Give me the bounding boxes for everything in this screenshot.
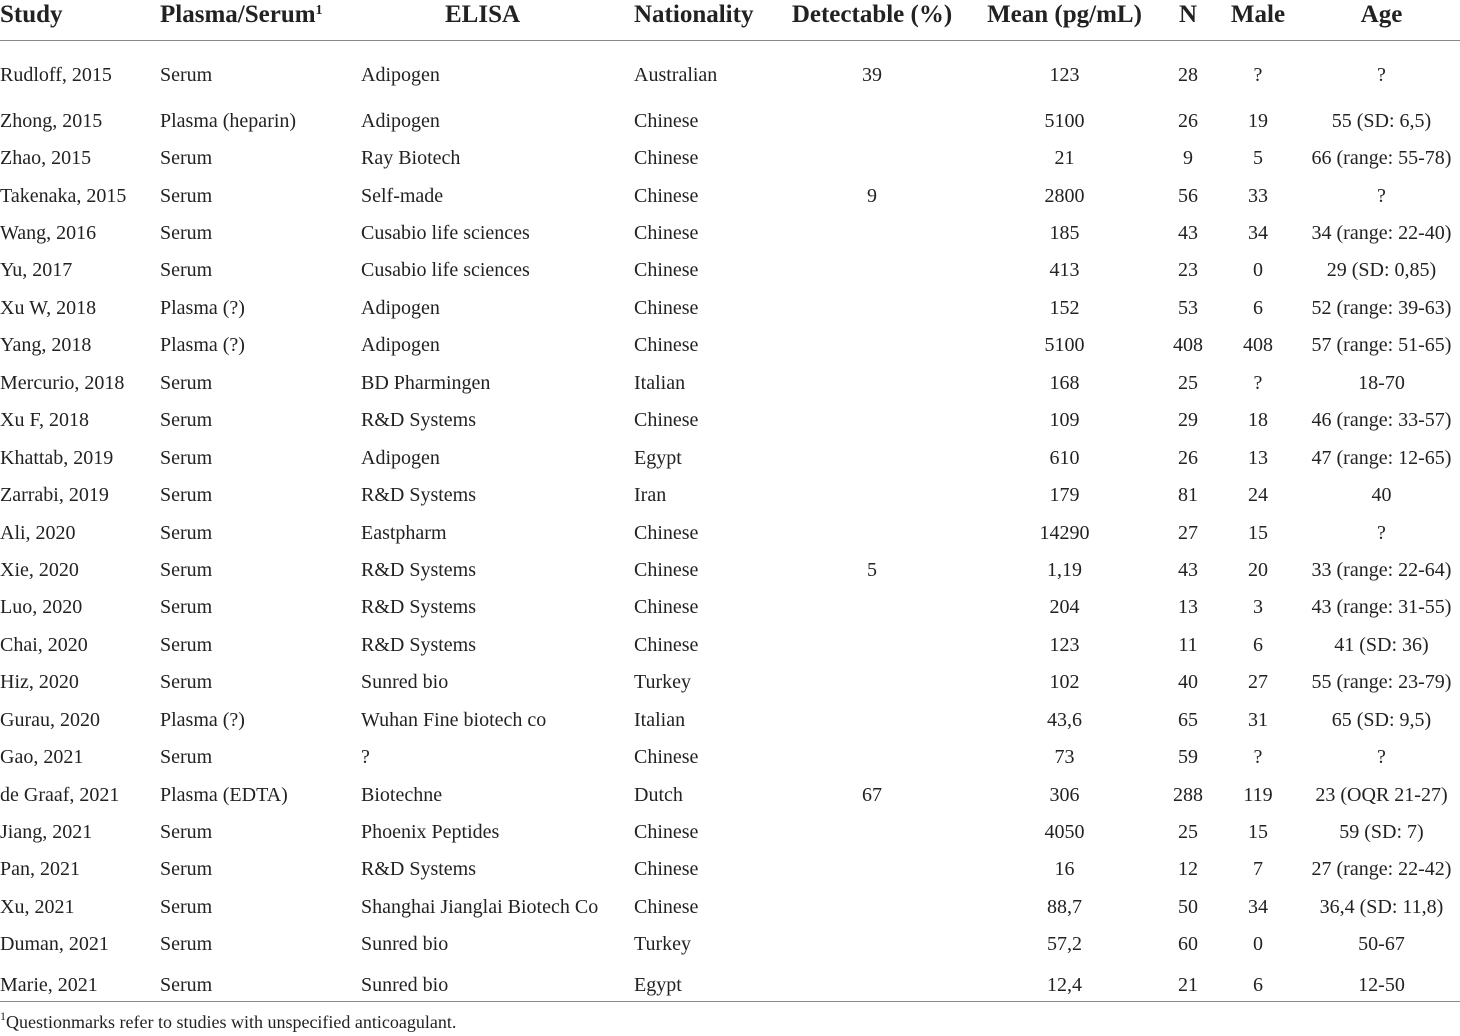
cell-n: 27	[1178, 521, 1198, 544]
cell-mean: 43,6	[1047, 708, 1082, 731]
cell-n: 21	[1178, 974, 1198, 997]
cell-study: Wang, 2016	[0, 222, 97, 245]
cell-plasma-serum: Serum	[160, 596, 213, 619]
cell-mean: 21	[1054, 147, 1075, 170]
table-row	[0, 139, 1460, 176]
header-row	[0, 0, 1460, 41]
cell-nationality: Chinese	[634, 558, 699, 581]
cell-plasma-serum: Serum	[160, 746, 213, 769]
cell-mean: 204	[1049, 596, 1080, 619]
cell-study: Duman, 2021	[0, 933, 109, 956]
cell-elisa: Sunred bio	[361, 671, 449, 694]
cell-elisa: ?	[361, 746, 370, 769]
cell-elisa: Phoenix Peptides	[361, 821, 500, 844]
header-n: N	[1163, 0, 1213, 41]
table-row	[0, 851, 1460, 888]
cell-male: 24	[1248, 484, 1268, 507]
cell-n: 25	[1178, 821, 1198, 844]
cell-mean: 185	[1049, 222, 1080, 245]
cell-n: 53	[1178, 296, 1198, 319]
cell-elisa: Wuhan Fine biotech co	[361, 708, 547, 731]
cell-detectable	[778, 289, 966, 326]
cell-detectable	[778, 813, 966, 850]
cell-n: 12	[1178, 858, 1198, 881]
cell-age: 46 (range: 33-57)	[1311, 409, 1452, 432]
cell-detectable	[778, 476, 966, 513]
header-detectable: Detectable (%)	[778, 0, 966, 41]
cell-study: Yang, 2018	[0, 334, 92, 357]
cell-plasma-serum: Plasma (EDTA)	[160, 783, 288, 806]
cell-male: 408	[1243, 334, 1273, 357]
cell-male: ?	[1253, 371, 1263, 394]
cell-plasma-serum: Serum	[160, 974, 213, 997]
cell-nationality: Chinese	[634, 109, 699, 132]
cell-nationality: Chinese	[634, 184, 699, 207]
cell-nationality: Chinese	[634, 746, 699, 769]
cell-nationality: Iran	[634, 484, 667, 507]
cell-study: Mercurio, 2018	[0, 371, 125, 394]
cell-male: 19	[1248, 109, 1268, 132]
table-row	[0, 626, 1460, 663]
cell-mean: 123	[1049, 633, 1080, 656]
cell-age: 27 (range: 22-42)	[1311, 858, 1452, 881]
cell-elisa: Sunred bio	[361, 933, 449, 956]
cell-male: 0	[1253, 259, 1263, 282]
cell-plasma-serum: Serum	[160, 184, 213, 207]
table-row	[0, 476, 1460, 513]
cell-male: 6	[1253, 974, 1263, 997]
cell-male: 33	[1248, 184, 1268, 207]
cell-male: 15	[1248, 821, 1268, 844]
cell-male: 27	[1248, 671, 1268, 694]
cell-nationality: Chinese	[634, 334, 699, 357]
table-row	[0, 439, 1460, 476]
cell-elisa: Cusabio life sciences	[361, 259, 530, 282]
cell-detectable	[778, 888, 966, 925]
cell-elisa: R&D Systems	[361, 558, 477, 581]
cell-study: Gao, 2021	[0, 746, 84, 769]
cell-age: 65 (SD: 9,5)	[1331, 708, 1432, 731]
cell-mean: 73	[1054, 746, 1075, 769]
cell-n: 29	[1178, 409, 1198, 432]
cell-nationality: Dutch	[634, 783, 683, 806]
cell-male: 6	[1253, 633, 1263, 656]
cell-n: 81	[1178, 484, 1198, 507]
cell-mean: 1,19	[1047, 558, 1082, 581]
cell-detectable	[778, 102, 966, 139]
cell-male: 119	[1243, 783, 1273, 806]
cell-study: de Graaf, 2021	[0, 783, 120, 806]
cell-plasma-serum: Serum	[160, 409, 213, 432]
table-row	[0, 327, 1460, 364]
cell-age: 34 (range: 22-40)	[1311, 222, 1452, 245]
cell-nationality: Chinese	[634, 259, 699, 282]
cell-elisa: R&D Systems	[361, 596, 477, 619]
cell-elisa: Adipogen	[361, 109, 440, 132]
cell-study: Luo, 2020	[0, 596, 83, 619]
cell-study: Xie, 2020	[0, 558, 79, 581]
cell-study: Hiz, 2020	[0, 671, 79, 694]
table-row	[0, 214, 1460, 251]
cell-plasma-serum: Serum	[160, 895, 213, 918]
cell-elisa: R&D Systems	[361, 484, 477, 507]
table-row	[0, 738, 1460, 775]
cell-detectable	[778, 214, 966, 251]
cell-study: Zhong, 2015	[0, 109, 103, 132]
cell-study: Jiang, 2021	[0, 821, 93, 844]
cell-study: Marie, 2021	[0, 974, 98, 997]
cell-elisa: R&D Systems	[361, 633, 477, 656]
cell-plasma-serum: Serum	[160, 446, 213, 469]
cell-study: Xu W, 2018	[0, 296, 97, 319]
cell-n: 288	[1173, 783, 1203, 806]
cell-n: 13	[1178, 596, 1198, 619]
cell-age: 57 (range: 51-65)	[1311, 334, 1452, 357]
cell-age: 55 (SD: 6,5)	[1331, 109, 1432, 132]
cell-male: 34	[1248, 895, 1268, 918]
cell-n: 26	[1178, 446, 1198, 469]
table-row	[0, 252, 1460, 289]
table-row	[0, 589, 1460, 626]
cell-n: 11	[1178, 633, 1198, 656]
cell-male: 0	[1253, 933, 1263, 956]
cell-plasma-serum: Serum	[160, 222, 213, 245]
header-elisa: ELISA	[361, 0, 634, 41]
footnote	[0, 1009, 457, 1033]
cell-mean: 16	[1054, 858, 1075, 881]
cell-n: 43	[1178, 222, 1198, 245]
cell-mean: 306	[1049, 783, 1080, 806]
cell-elisa: R&D Systems	[361, 409, 477, 432]
cell-male: 3	[1253, 596, 1263, 619]
header-nationality: Nationality	[634, 0, 778, 41]
cell-age: 40	[1371, 484, 1392, 507]
cell-detectable	[778, 514, 966, 551]
cell-plasma-serum: Serum	[160, 558, 213, 581]
cell-detectable	[778, 738, 966, 775]
cell-age: 43 (range: 31-55)	[1311, 596, 1452, 619]
cell-detectable	[778, 327, 966, 364]
cell-elisa: R&D Systems	[361, 858, 477, 881]
cell-age: ?	[1377, 63, 1386, 86]
header-study: Study	[0, 0, 160, 41]
cell-male: 34	[1248, 222, 1268, 245]
cell-n: 50	[1178, 895, 1198, 918]
cell-male: 15	[1248, 521, 1268, 544]
cell-n: 408	[1173, 334, 1203, 357]
bottom-rule	[0, 1001, 1460, 1002]
cell-plasma-serum: Serum	[160, 147, 213, 170]
cell-elisa: Eastpharm	[361, 521, 447, 544]
cell-mean: 168	[1049, 371, 1080, 394]
cell-age: 59 (SD: 7)	[1339, 821, 1424, 844]
cell-age: 66 (range: 55-78)	[1311, 147, 1452, 170]
table-row	[0, 664, 1460, 701]
cell-male: 20	[1248, 558, 1268, 581]
table-row	[0, 551, 1460, 588]
cell-nationality: Australian	[634, 63, 718, 86]
cell-age: 55 (range: 23-79)	[1311, 671, 1452, 694]
cell-study: Zhao, 2015	[0, 147, 92, 170]
cell-mean: 413	[1049, 259, 1080, 282]
cell-detectable	[778, 926, 966, 963]
table-row	[0, 888, 1460, 925]
cell-male: 6	[1253, 296, 1263, 319]
header-age: Age	[1303, 0, 1460, 41]
cell-mean: 5100	[1044, 109, 1085, 132]
cell-study: Ali, 2020	[0, 521, 76, 544]
cell-mean: 57,2	[1047, 933, 1082, 956]
cell-age: ?	[1377, 746, 1386, 769]
cell-male: 7	[1253, 858, 1263, 881]
cell-mean: 179	[1049, 484, 1080, 507]
cell-n: 9	[1183, 147, 1193, 170]
cell-mean: 610	[1049, 446, 1080, 469]
cell-nationality: Chinese	[634, 409, 699, 432]
cell-plasma-serum: Serum	[160, 933, 213, 956]
cell-study: Chai, 2020	[0, 633, 88, 656]
table-row	[0, 813, 1460, 850]
cell-mean: 2800	[1044, 184, 1085, 207]
cell-age: 33 (range: 22-64)	[1311, 558, 1452, 581]
header-mean: Mean (pg/mL)	[966, 0, 1163, 41]
cell-nationality: Chinese	[634, 596, 699, 619]
header-male: Male	[1213, 0, 1303, 41]
cell-age: 18-70	[1358, 371, 1405, 394]
cell-age: ?	[1377, 184, 1386, 207]
cell-nationality: Chinese	[634, 821, 699, 844]
cell-detectable: 9	[867, 184, 877, 207]
cell-mean: 12,4	[1047, 974, 1082, 997]
cell-elisa: Self-made	[361, 184, 444, 207]
cell-mean: 5100	[1044, 334, 1085, 357]
cell-male: 31	[1248, 708, 1268, 731]
cell-detectable	[778, 664, 966, 701]
cell-study: Gurau, 2020	[0, 708, 100, 731]
cell-n: 43	[1178, 558, 1198, 581]
cell-n: 56	[1178, 184, 1198, 207]
cell-elisa: Shanghai Jianglai Biotech Co	[361, 895, 599, 918]
cell-plasma-serum: Plasma (heparin)	[160, 109, 297, 132]
cell-plasma-serum: Plasma (?)	[160, 296, 245, 319]
cell-age: 29 (SD: 0,85)	[1326, 259, 1437, 282]
cell-detectable: 39	[862, 63, 882, 86]
cell-nationality: Chinese	[634, 296, 699, 319]
cell-n: 25	[1178, 371, 1198, 394]
cell-nationality: Chinese	[634, 222, 699, 245]
header-plasma-serum: Plasma/Serum$^1$	[160, 0, 361, 41]
cell-elisa: Sunred bio	[361, 974, 449, 997]
cell-plasma-serum: Plasma (?)	[160, 334, 245, 357]
cell-plasma-serum: Serum	[160, 821, 213, 844]
cell-detectable: 5	[867, 558, 877, 581]
cell-nationality: Egypt	[634, 974, 682, 997]
cell-n: 60	[1178, 933, 1198, 956]
cell-detectable: 67	[862, 783, 882, 806]
cell-nationality: Chinese	[634, 147, 699, 170]
cell-elisa: Adipogen	[361, 296, 440, 319]
cell-male: 18	[1248, 409, 1268, 432]
cell-nationality: Turkey	[634, 933, 692, 956]
cell-study: Yu, 2017	[0, 259, 73, 282]
table-body	[0, 41, 1460, 1008]
cell-n: 40	[1178, 671, 1198, 694]
cell-plasma-serum: Serum	[160, 633, 213, 656]
cell-nationality: Chinese	[634, 858, 699, 881]
cell-elisa: Adipogen	[361, 63, 440, 86]
table-row	[0, 402, 1460, 439]
cell-elisa: Adipogen	[361, 334, 440, 357]
cell-plasma-serum: Serum	[160, 671, 213, 694]
cell-detectable	[778, 589, 966, 626]
footnote-marker-ref: 1	[0, 1009, 6, 1023]
footnote-marker: 1	[315, 3, 323, 18]
cell-mean: 123	[1049, 63, 1080, 86]
cell-nationality: Chinese	[634, 633, 699, 656]
cell-mean: 102	[1049, 671, 1080, 694]
cell-age: 52 (range: 39-63)	[1311, 296, 1452, 319]
cell-age: 47 (range: 12-65)	[1311, 446, 1452, 469]
cell-study: Xu, 2021	[0, 895, 75, 918]
table-row	[0, 926, 1460, 963]
cell-detectable	[778, 252, 966, 289]
cell-mean: 109	[1049, 409, 1080, 432]
cell-plasma-serum: Serum	[160, 484, 213, 507]
cell-mean: 88,7	[1047, 895, 1082, 918]
cell-study: Pan, 2021	[0, 858, 80, 881]
cell-mean: 152	[1049, 296, 1080, 319]
cell-study: Xu F, 2018	[0, 409, 89, 432]
table-row	[0, 514, 1460, 551]
cell-age: 12-50	[1358, 974, 1405, 997]
cell-elisa: Adipogen	[361, 446, 440, 469]
cell-detectable	[778, 626, 966, 663]
cell-male: 5	[1253, 147, 1263, 170]
cell-nationality: Italian	[634, 708, 686, 731]
cell-elisa: Biotechne	[361, 783, 443, 806]
cell-plasma-serum: Serum	[160, 259, 213, 282]
cell-plasma-serum: Serum	[160, 63, 213, 86]
cell-elisa: Cusabio life sciences	[361, 222, 530, 245]
cell-nationality: Chinese	[634, 521, 699, 544]
cell-male: ?	[1253, 63, 1263, 86]
cell-detectable	[778, 402, 966, 439]
cell-nationality: Egypt	[634, 446, 682, 469]
cell-age: 50-67	[1358, 933, 1405, 956]
cell-age: 23 (OQR 21-27)	[1315, 783, 1448, 806]
cell-male: 13	[1248, 446, 1268, 469]
table-row	[0, 364, 1460, 401]
table-row	[0, 701, 1460, 738]
cell-plasma-serum: Serum	[160, 521, 213, 544]
cell-detectable	[778, 701, 966, 738]
cell-study: Takenaka, 2015	[0, 184, 127, 207]
cell-nationality: Chinese	[634, 895, 699, 918]
cell-elisa: BD Pharmingen	[361, 371, 491, 394]
cell-n: 65	[1178, 708, 1198, 731]
cell-n: 59	[1178, 746, 1198, 769]
cell-n: 23	[1178, 259, 1198, 282]
cell-nationality: Turkey	[634, 671, 692, 694]
cell-study: Zarrabi, 2019	[0, 484, 109, 507]
cell-detectable	[778, 139, 966, 176]
table-row	[0, 177, 1460, 214]
footnote-text: Questionmarks refer to studies with unspecified anticoagulant.	[6, 1012, 457, 1032]
cell-study: Rudloff, 2015	[0, 63, 112, 86]
cell-male: ?	[1253, 746, 1263, 769]
cell-study: Khattab, 2019	[0, 446, 114, 469]
table-row	[0, 41, 1460, 103]
cell-age: ?	[1377, 521, 1386, 544]
cell-mean: 14290	[1039, 521, 1090, 544]
cell-age: 41 (SD: 36)	[1334, 633, 1429, 656]
cell-nationality: Italian	[634, 371, 686, 394]
cell-elisa: Ray Biotech	[361, 147, 461, 170]
cell-detectable	[778, 364, 966, 401]
cell-plasma-serum: Serum	[160, 371, 213, 394]
table-row	[0, 102, 1460, 139]
cell-n: 26	[1178, 109, 1198, 132]
cell-plasma-serum: Plasma (?)	[160, 708, 245, 731]
cell-detectable	[778, 439, 966, 476]
cell-mean: 4050	[1044, 821, 1085, 844]
cell-plasma-serum: Serum	[160, 858, 213, 881]
table-row	[0, 776, 1460, 813]
cell-detectable	[778, 851, 966, 888]
cell-n: 28	[1178, 63, 1198, 86]
cell-age: 36,4 (SD: 11,8)	[1319, 895, 1444, 918]
table-row	[0, 289, 1460, 326]
